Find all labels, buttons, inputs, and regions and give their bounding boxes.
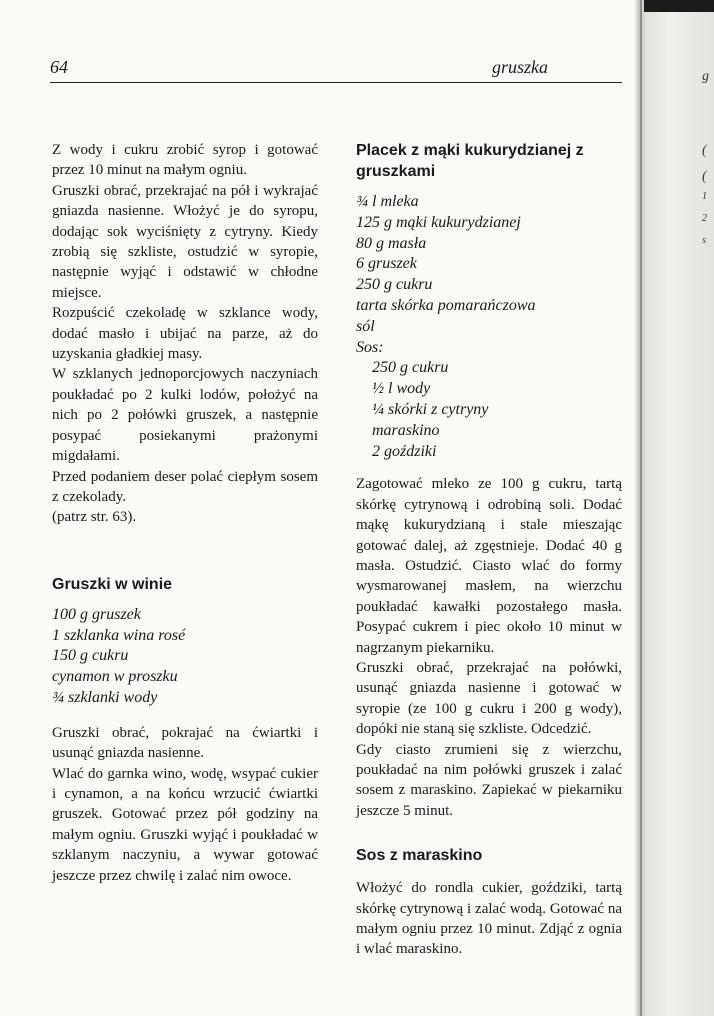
recipe-step: Gdy ciasto zrumieni się z wierzchu, poukładać na nim połówki gruszek i zalać sosem z maraskino. Zapiekać w piekarniku jeszcze 5 minut. <box>356 741 622 819</box>
intro-paragraph: Przed podaniem deser polać ciepłym sosem z czekolady. <box>52 468 318 505</box>
intro-paragraph: Gruszki obrać, przekrajać na pół i wykrajać gniazda nasienne. Włożyć je do syropu, dodając sok wyciśnięty z cytryny. Kiedy zrobią się szkliste, ostudzić w syropie, następnie wyjąć i odstawić w chłodne miejsce. <box>52 182 318 301</box>
ingredient: 100 g gruszek <box>52 605 141 623</box>
recipe-step: Gruszki obrać, pokrajać na ćwiartki i usunąć gniazda nasienne. <box>52 724 318 762</box>
edge-letter: ( <box>702 169 707 184</box>
ingredient: sól <box>356 317 375 335</box>
edge-letter: ( <box>702 143 707 158</box>
recipe-title-placek: Placek z mąki kukurydzianej z gruszkami <box>356 142 584 180</box>
intro-paragraph: W szklanych jednoporcjowych naczyniach poukładać po 2 kulki lodów, położyć na nich po 2 połówki gruszek, a następnie posypać posiekanymi prażonymi migdałami. <box>52 366 318 465</box>
running-head: gruszka <box>491 57 548 77</box>
intro-paragraph: (patrz str. 63). <box>52 509 137 526</box>
sauce-ingredient: 250 g cukru <box>372 359 449 377</box>
ingredient: ¾ l mleka <box>356 193 419 210</box>
sauce-ingredient: maraskino <box>372 421 440 439</box>
ingredient: 6 gruszek <box>356 255 417 273</box>
recipe-title-sos-z-maraskino: Sos z maraskino <box>356 847 483 865</box>
edge-letter: g <box>702 69 709 84</box>
ingredient-list <box>356 192 622 462</box>
recipe-step: Zagotować mleko ze 100 g cukru, tartą skórkę cytrynową i odrobiną soli. Dodać mąkę kukurydzianą i stale mieszając gotować dalej, aż zgęstnieje. Dodać 40 g masła. Ostudzić. Ciasto wlać do formy wysmarowanej masłem, na wierzchu poukładać kawałki pozostałego masła. Posypać cukrem i piec około 10 minut w nagrzanym piekarniku. <box>356 476 622 656</box>
ingredient: 150 g cukru <box>52 647 129 665</box>
intro-paragraph: Z wody i cukru zrobić syrop i gotować przez 10 minut na małym ogniu. <box>52 142 318 179</box>
ingredient: ¾ szklanki wody <box>52 688 158 706</box>
header-rule <box>50 82 622 83</box>
ingredient: 250 g cukru <box>356 276 433 294</box>
sauce-ingredient: 2 goździki <box>372 442 437 460</box>
sauce-ingredient: ½ l wody <box>372 380 431 398</box>
edge-letter: s <box>702 235 706 246</box>
ingredient-list <box>52 605 318 709</box>
right-column <box>356 140 622 960</box>
recipe-title-gruszki-w-winie: Gruszki w winie <box>52 575 173 593</box>
page-edge-dark-band <box>644 0 714 12</box>
edge-letter: 2 <box>702 213 707 224</box>
recipe-step: Wlać do garnka wino, wodę, wsypać cukier i cynamon, a na końcu wrzucić ćwiartki gruszek. Gotować przez pół godziny na małym ogniu. Gruszki wyjąć i poukładać w szklanym naczyniu, a wywar gotować jeszcze przez chwilę i zalać nim owoce. <box>52 765 318 884</box>
ingredient: 125 g mąki kukurydzianej <box>356 213 521 231</box>
sauce-label: Sos: <box>356 338 384 356</box>
intro-paragraph: Rozpuścić czekoladę w szklance wody, dodać masło i ubijać na parze, aż do uzyskania gładkiej masy. <box>52 305 318 363</box>
recipe-step: Gruszki obrać, przekrajać na połówki, usunąć gniazda nasienne i gotować w syropie (ze 100 g cukru i 200 g wody), dopóki nie staną się szkliste. Odcedzić. <box>356 660 622 738</box>
left-column <box>52 140 318 886</box>
ingredient: cynamon w proszku <box>52 668 178 686</box>
page-number: 64 <box>50 57 68 77</box>
ingredient: 1 szklanka wina rosé <box>52 626 186 644</box>
edge-letter: 1 <box>702 191 707 202</box>
ingredient: 80 g masła <box>356 234 427 252</box>
binding-shadow <box>634 0 642 1016</box>
sauce-ingredient: ¼ skórki z cytryny <box>372 400 489 418</box>
recipe-step: Włożyć do rondla cukier, goździki, tartą skórkę cytrynową i zalać wodą. Gotować na małym ogniu przez 10 minut. Zdjąć z ognia i wlać maraskino. <box>356 880 622 958</box>
ingredient: tarta skórka pomarańczowa <box>356 296 536 314</box>
